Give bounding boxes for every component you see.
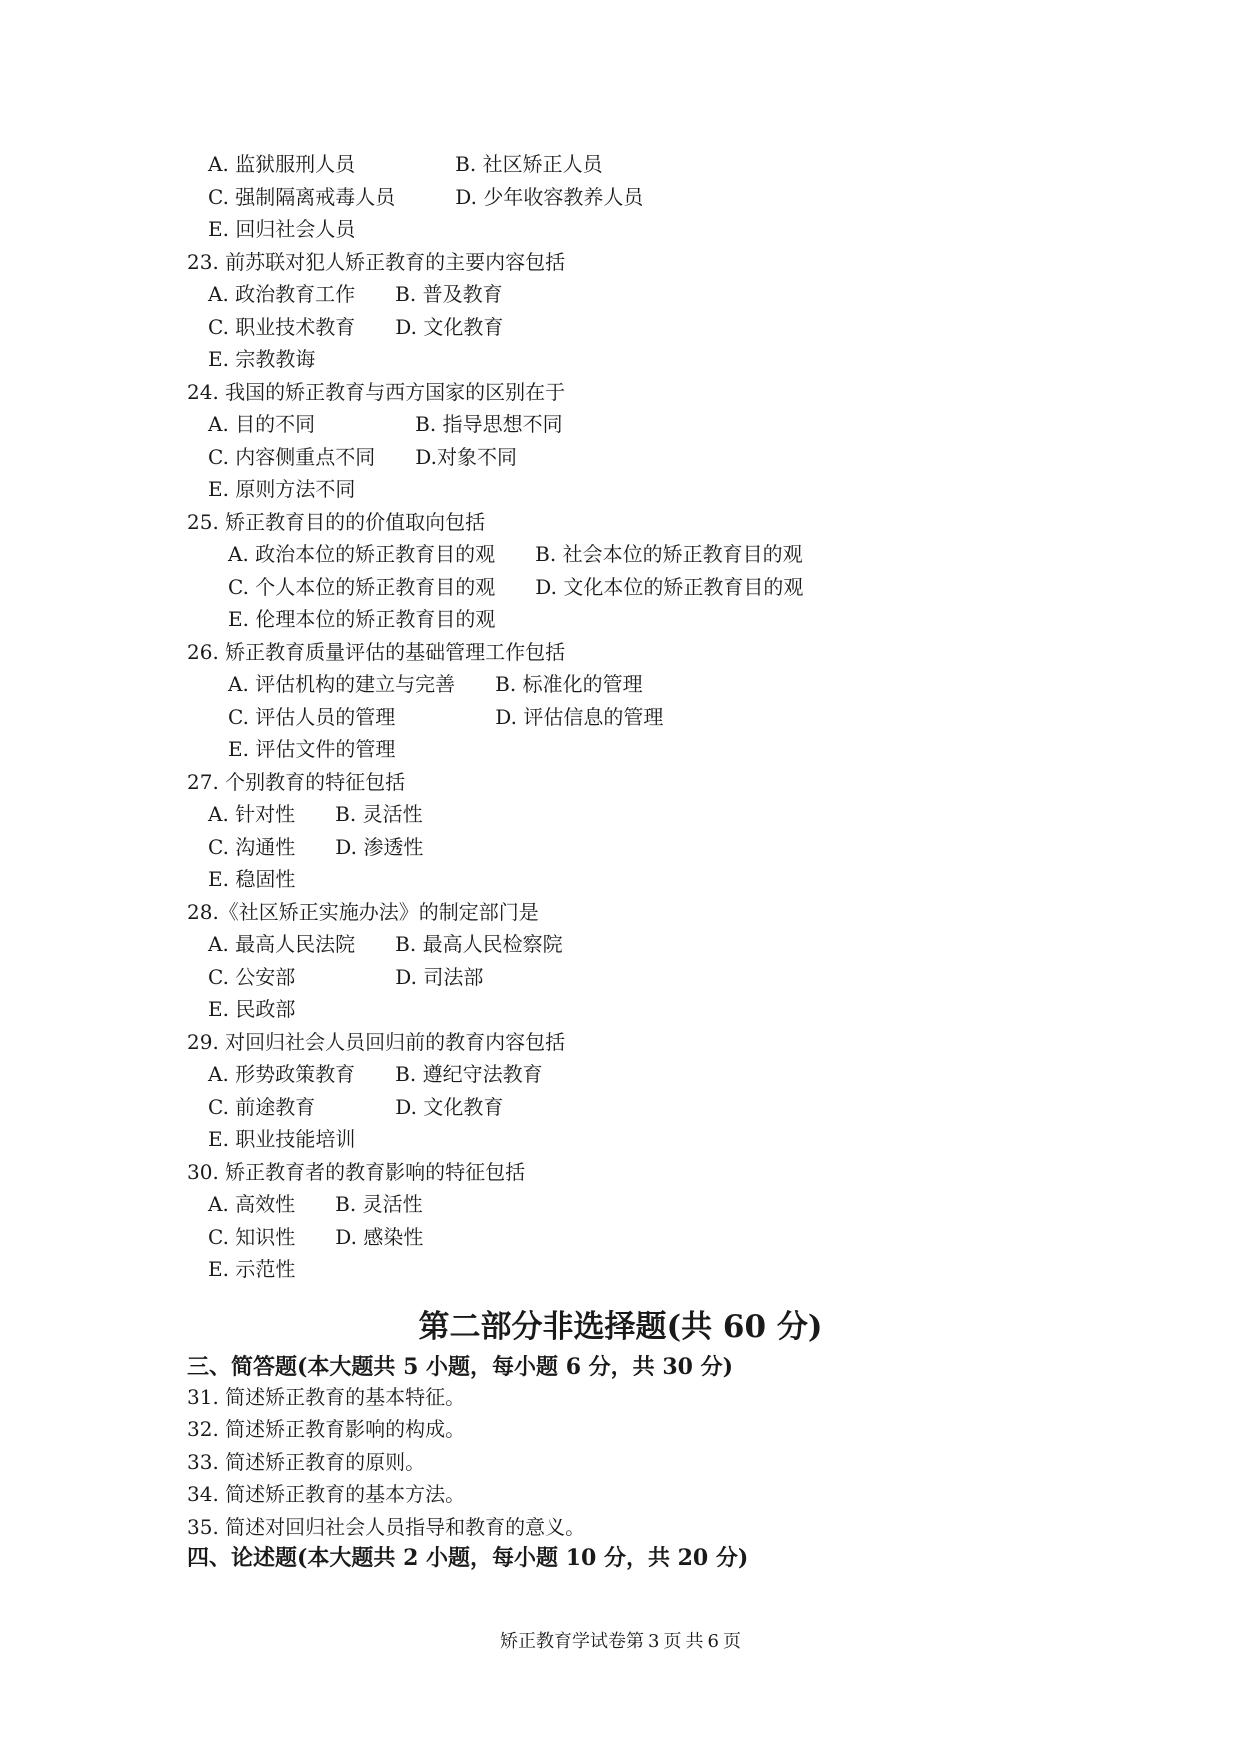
option-line: A. 最高人民法院 B. 最高人民检察院 bbox=[208, 932, 563, 956]
option-line: A. 形势政策教育 B. 遵纪守法教育 bbox=[208, 1062, 543, 1086]
option-line: C. 职业技术教育 D. 文化教育 bbox=[208, 315, 504, 339]
option-line: A. 高效性 B. 灵活性 bbox=[208, 1192, 423, 1216]
footer-text: 页 bbox=[663, 1631, 682, 1652]
option-line: E. 职业技能培训 bbox=[208, 1127, 356, 1151]
footer-text: 共 bbox=[685, 1631, 704, 1652]
question-stem: 27. 个别教育的特征包括 bbox=[187, 770, 406, 794]
question-stem: 25. 矫正教育目的的价值取向包括 bbox=[187, 510, 486, 534]
page-footer bbox=[0, 1631, 1241, 1653]
option-line: E. 民政部 bbox=[208, 997, 296, 1021]
option-line: E. 回归社会人员 bbox=[208, 217, 356, 241]
short-answer-question: 32. 简述矫正教育影响的构成。 bbox=[187, 1417, 466, 1441]
short-answer-question: 34. 简述矫正教育的基本方法。 bbox=[187, 1482, 466, 1506]
question-stem: 28.《社区矫正实施办法》的制定部门是 bbox=[187, 900, 539, 924]
part2-title: 第二部分非选择题(共 60 分) bbox=[418, 1309, 823, 1345]
option-line: E. 示范性 bbox=[208, 1257, 296, 1281]
option-line: E. 稳固性 bbox=[208, 867, 296, 891]
option-line: C. 评估人员的管理 D. 评估信息的管理 bbox=[228, 705, 664, 729]
question-stem: 23. 前苏联对犯人矫正教育的主要内容包括 bbox=[187, 250, 566, 274]
option-line: A. 评估机构的建立与完善 B. 标准化的管理 bbox=[228, 672, 643, 696]
option-line: A. 目的不同 B. 指导思想不同 bbox=[208, 412, 563, 436]
option-line: A. 政治本位的矫正教育目的观 B. 社会本位的矫正教育目的观 bbox=[228, 542, 803, 566]
option-line: C. 公安部 D. 司法部 bbox=[208, 965, 484, 989]
short-answer-question: 31. 简述矫正教育的基本特征。 bbox=[187, 1385, 466, 1409]
question-stem: 29. 对回归社会人员回归前的教育内容包括 bbox=[187, 1030, 566, 1054]
footer-prefix: 矫正教育学试卷第 bbox=[500, 1631, 645, 1652]
question-stem: 24. 我国的矫正教育与西方国家的区别在于 bbox=[187, 380, 566, 404]
option-line: C. 沟通性 D. 渗透性 bbox=[208, 835, 424, 859]
section4-heading: 四、论述题(本大题共 2 小题，每小题 10 分，共 20 分) bbox=[187, 1545, 749, 1571]
option-line: C. 强制隔离戒毒人员 D. 少年收容教养人员 bbox=[208, 185, 644, 209]
footer-total-pages: 6 bbox=[707, 1631, 719, 1652]
question-stem: 26. 矫正教育质量评估的基础管理工作包括 bbox=[187, 640, 566, 664]
option-line: C. 内容侧重点不同 D.对象不同 bbox=[208, 445, 517, 469]
option-line: E. 伦理本位的矫正教育目的观 bbox=[228, 607, 496, 631]
option-line: E. 原则方法不同 bbox=[208, 477, 356, 501]
option-line: C. 知识性 D. 感染性 bbox=[208, 1225, 424, 1249]
question-stem: 30. 矫正教育者的教育影响的特征包括 bbox=[187, 1160, 526, 1184]
option-line: C. 个人本位的矫正教育目的观 D. 文化本位的矫正教育目的观 bbox=[228, 575, 804, 599]
option-line: E. 宗教教诲 bbox=[208, 347, 316, 371]
option-line: A. 针对性 B. 灵活性 bbox=[208, 802, 423, 826]
option-line: E. 评估文件的管理 bbox=[228, 737, 396, 761]
section3-heading: 三、简答题(本大题共 5 小题，每小题 6 分，共 30 分) bbox=[187, 1354, 734, 1380]
option-line: C. 前途教育 D. 文化教育 bbox=[208, 1095, 504, 1119]
footer-page-number: 3 bbox=[648, 1631, 660, 1652]
short-answer-question: 33. 简述矫正教育的原则。 bbox=[187, 1450, 426, 1474]
option-line: A. 监狱服刑人员 B. 社区矫正人员 bbox=[208, 152, 603, 176]
short-answer-question: 35. 简述对回归社会人员指导和教育的意义。 bbox=[187, 1515, 586, 1539]
option-line: A. 政治教育工作 B. 普及教育 bbox=[208, 282, 503, 306]
footer-text: 页 bbox=[722, 1631, 741, 1652]
